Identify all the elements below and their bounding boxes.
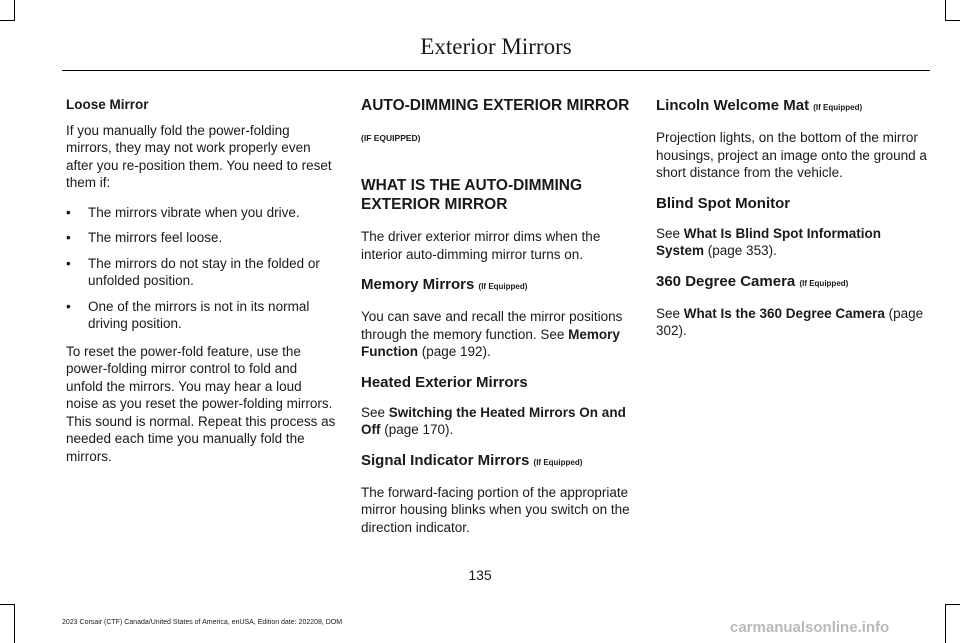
crop-mark bbox=[945, 0, 946, 20]
page-title: Exterior Mirrors bbox=[420, 34, 572, 59]
list-item: • One of the mirrors is not in its normal driving position. bbox=[66, 298, 310, 331]
header-divider bbox=[62, 70, 930, 71]
memory-mirrors-heading: Memory Mirrors (If Equipped) bbox=[361, 276, 528, 293]
watermark: carmanualsonline.info bbox=[730, 619, 890, 636]
crop-mark bbox=[0, 20, 15, 21]
heated-mirrors-heading: Heated Exterior Mirrors bbox=[361, 373, 528, 391]
welcome-mat-heading: Lincoln Welcome Mat (If Equipped) bbox=[656, 97, 863, 114]
crop-mark bbox=[945, 604, 960, 605]
crop-mark bbox=[0, 604, 15, 605]
blind-spot-link[interactable]: What Is Blind Spot Information System bbox=[656, 225, 882, 258]
list-item: • The mirrors feel loose. bbox=[66, 230, 223, 245]
column-right bbox=[656, 96, 931, 352]
loose-mirror-intro: If you manually fold the power-folding mirrors, they may not work properly even after you re-position them. You need to reset them if: bbox=[66, 122, 332, 190]
footer-edition: 2023 Corsair (CTF) Canada/United States of America, enUSA, Edition date: 202208, DOM bbox=[62, 619, 343, 626]
crop-mark bbox=[945, 20, 960, 21]
section-title: AUTO-DIMMING EXTERIOR MIRROR bbox=[361, 97, 630, 114]
bullet-icon: • bbox=[66, 230, 71, 245]
blind-spot-body: See What Is Blind Spot Information System (page 353). bbox=[656, 225, 882, 258]
welcome-mat-body: Projection lights, on the bottom of the mirror housings, project an image onto the ground a short distance from the vehicle. bbox=[656, 130, 927, 180]
crop-mark bbox=[14, 0, 15, 20]
list-item: • The mirrors vibrate when you drive. bbox=[66, 204, 300, 220]
camera-heading: 360 Degree Camera (If Equipped) bbox=[656, 272, 849, 290]
loose-mirror-heading: Loose Mirror bbox=[66, 97, 149, 112]
what-is-heading: WHAT IS THE AUTO-DIMMING EXTERIOR MIRROR bbox=[361, 177, 582, 213]
signal-mirrors-heading: Signal Indicator Mirrors (If Equipped) bbox=[361, 451, 583, 469]
bullet-icon: • bbox=[66, 298, 71, 314]
crop-mark bbox=[945, 605, 946, 643]
camera-link[interactable]: What Is the 360 Degree Camera bbox=[683, 305, 885, 321]
section-tag: (IF EQUIPPED) bbox=[361, 133, 421, 143]
memory-function-link[interactable]: Memory Function bbox=[361, 326, 620, 359]
memory-mirrors-body: You can save and recall the mirror positions through the memory function. See Memory Function (page 192). bbox=[361, 309, 623, 359]
bullet-icon: • bbox=[66, 255, 71, 271]
heated-mirrors-link[interactable]: Switching the Heated Mirrors On and Off bbox=[361, 404, 626, 437]
what-is-body: The driver exterior mirror dims when the interior auto-dimming mirror turns on. bbox=[361, 229, 601, 262]
crop-mark bbox=[14, 605, 15, 643]
camera-body: See What Is the 360 Degree Camera (page 302). bbox=[656, 305, 924, 338]
column-left bbox=[66, 96, 336, 477]
page-number: 135 bbox=[468, 567, 492, 583]
bullet-icon: • bbox=[66, 204, 71, 220]
loose-mirror-list bbox=[66, 204, 336, 333]
blind-spot-heading: Blind Spot Monitor bbox=[656, 194, 791, 212]
list-item: • The mirrors do not stay in the folded or unfolded position. bbox=[66, 255, 320, 288]
reset-instructions: To reset the power-fold feature, use the power-folding mirror control to fold and unfold the mirrors. You may hear a loud noise as you reset the power-folding mirrors. This sound is normal. Repeat this process as needed each time you manually fold the mirrors. bbox=[66, 343, 336, 464]
signal-mirrors-body: The forward-facing portion of the appropriate mirror housing blinks when you switch on the direction indicator. bbox=[361, 484, 630, 535]
heated-mirrors-body: See Switching the Heated Mirrors On and Off (page 170). bbox=[361, 404, 626, 437]
column-middle bbox=[361, 96, 631, 548]
